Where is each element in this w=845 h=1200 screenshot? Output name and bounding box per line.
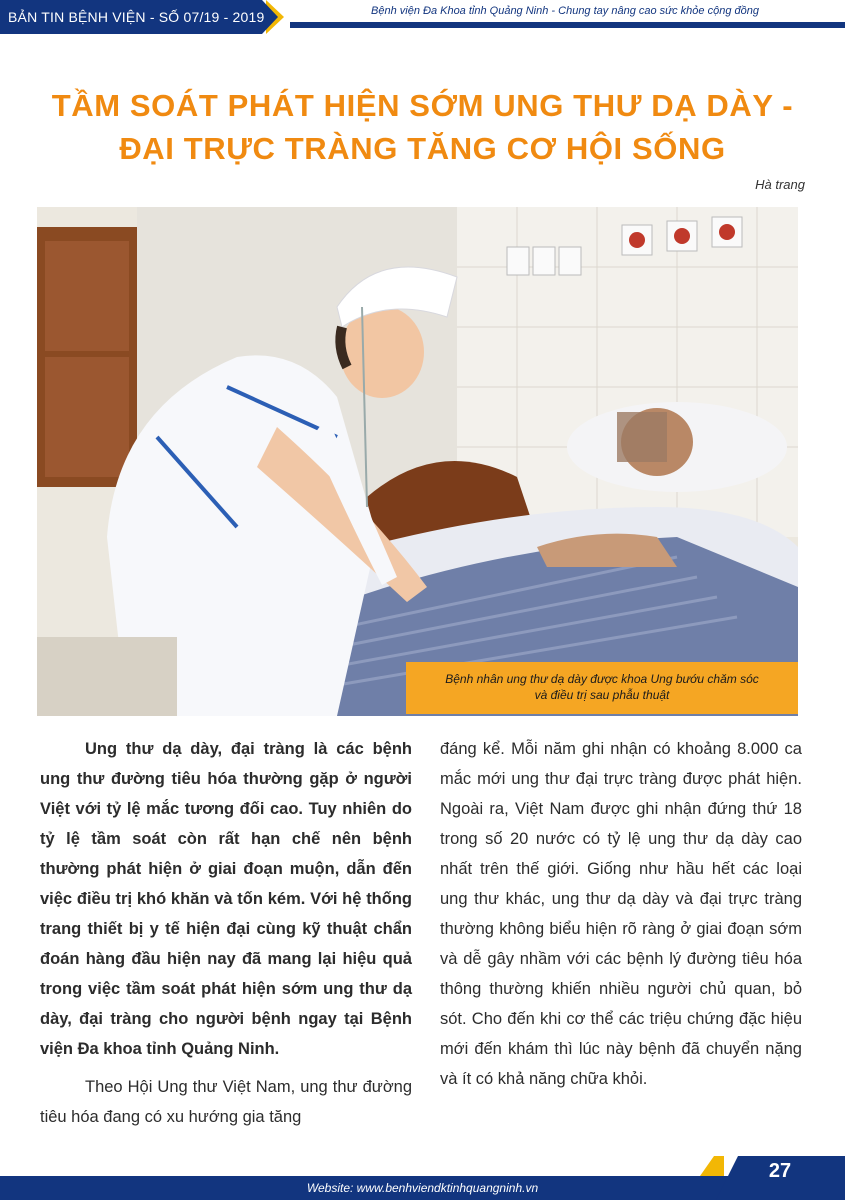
article-paragraph-2-start: Theo Hội Ung thư Việt Nam, ung thư đường tiêu hóa đang có xu hướng gia tăng xyxy=(40,1078,412,1126)
photo-caption-line-2: và điều trị sau phẫu thuật xyxy=(534,688,670,702)
hospital-room-illustration xyxy=(37,207,798,716)
footer-yellow-accent xyxy=(700,1156,714,1176)
article-author: Hà trang xyxy=(755,177,805,192)
article-title xyxy=(30,84,815,170)
page-number: 27 xyxy=(768,1160,792,1182)
article-column-left xyxy=(40,734,412,1132)
article-title-line-2: ĐẠI TRỰC TRÀNG TĂNG CƠ HỘI SỐNG xyxy=(119,131,726,166)
article-column-right xyxy=(440,734,802,1094)
footer-page-tab-slope xyxy=(716,1156,738,1200)
article-lead-paragraph: Ung thư dạ dày, đại tràng là các bệnh ung thư đường tiêu hóa thường gặp ở người Việt với tỷ lệ mắc tương đối cao. Tuy nhiên do tỷ lệ tầm soát còn rất hạn chế nên bệnh thường phát hiện ở giai đoạn muộn, dẫn đến việc điều trị khó khăn và tốn kém. Với hệ thống trang thiết bị y tế hiện đại cùng kỹ thuật chẩn đoán hàng đầu hiện nay đã mang lại hiệu quả trong việc tầm soát phát hiện sớm ung thư dạ dày, đại tràng cho người bệnh ngay tại Bệnh viện Đa khoa tỉnh Quảng Ninh. xyxy=(40,740,412,1058)
hospital-tagline: Bệnh viện Đa Khoa tỉnh Quảng Ninh - Chung tay nâng cao sức khỏe cộng đồng xyxy=(371,5,759,17)
header-rule xyxy=(290,22,845,28)
article-photo xyxy=(37,207,798,716)
photo-caption-line-1: Bệnh nhân ung thư dạ dày được khoa Ung bướu chăm sóc xyxy=(445,672,759,686)
article-paragraph-2-continued: đáng kể. Mỗi năm ghi nhận có khoảng 8.000 ca mắc mới ung thư đại trực tràng được phát hiện. Ngoài ra, Việt Nam được ghi nhận đứng thứ 18 trong số 20 nước có tỷ lệ ung thư dạ dày cao nhất trên thế giới. Giống như hầu hết các loại ung thư khác, ung thư dạ dày và đại trực tràng thường không biểu hiện rõ ràng ở giai đoạn sớm và dễ gây nhầm với các bệnh lý đường tiêu hóa thông thường khiến nhiều người chủ quan, bỏ sót. Cho đến khi cơ thể các triệu chứng đặc hiệu mới đến khám thì lúc này bệnh đã chuyển nặng và ít có khả năng chữa khỏi. xyxy=(440,740,802,1088)
article-title-line-1: TẦM SOÁT PHÁT HIỆN SỚM UNG THƯ DẠ DÀY - xyxy=(51,88,794,123)
bulletin-issue-label: BẢN TIN BỆNH VIỆN - SỐ 07/19 - 2019 xyxy=(8,9,265,25)
footer-website: Website: www.benhviendktinhquangninh.vn xyxy=(306,1181,539,1195)
photo-caption xyxy=(406,662,798,714)
